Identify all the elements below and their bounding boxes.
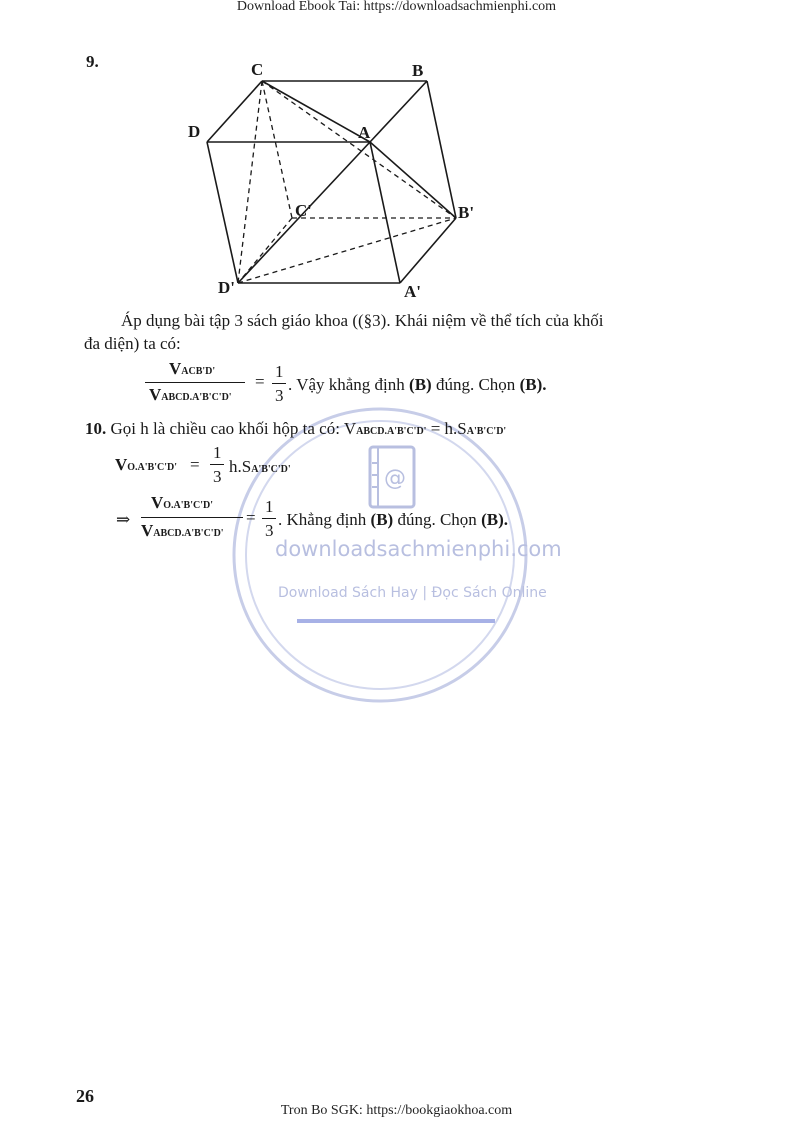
problem-10-conclusion: . Khẳng định (B) đúng. Chọn (B). bbox=[278, 510, 508, 529]
edge-CA bbox=[262, 81, 370, 142]
edge-ApBp bbox=[400, 218, 456, 283]
problem-9-line-1: Áp dụng bài tập 3 sách giáo khoa ((§3). Khái niệm về thể tích của khối bbox=[121, 311, 604, 330]
frac9-denominator: VABCD.A'B'C'D' bbox=[149, 385, 232, 404]
problem-10-volume-fraction bbox=[141, 493, 251, 545]
label-C: C bbox=[251, 60, 264, 79]
edge-DDp bbox=[207, 142, 238, 283]
frac9-numerator: VACB'D' bbox=[169, 359, 216, 378]
problem-9-volume-fraction bbox=[145, 359, 255, 409]
frac9-one-third: 1 3 bbox=[272, 362, 288, 408]
watermark-site: downloadsachmienphi.com bbox=[275, 537, 562, 561]
edge-CBp bbox=[262, 81, 456, 218]
problem-9-line-2: đa diện) ta có: bbox=[84, 334, 181, 353]
frac9-equals: = bbox=[255, 372, 265, 391]
edge-CDp bbox=[238, 81, 262, 283]
watermark-underline bbox=[297, 619, 495, 623]
frac10-one-third: 1 3 bbox=[262, 497, 278, 543]
svg-text:@: @ bbox=[384, 466, 406, 491]
frac10-denominator: VABCD.A'B'C'D' bbox=[141, 521, 224, 540]
edge-CCp bbox=[262, 81, 292, 218]
watermark-tagline: Download Sách Hay | Đọc Sách Online bbox=[278, 585, 547, 601]
label-A: A bbox=[358, 123, 371, 142]
watermark-book-icon bbox=[362, 443, 426, 511]
label-A-prime: A' bbox=[404, 282, 421, 301]
problem-9-number: 9. bbox=[86, 52, 99, 71]
parallelepiped-figure bbox=[180, 55, 490, 305]
edge-BBp bbox=[427, 81, 456, 218]
label-B-prime: B' bbox=[458, 203, 475, 222]
problem-10-line-1: 10. Gọi h là chiều cao khối hộp ta có: VABCD.A'B'C'D' = h.SA'B'C'D' bbox=[85, 419, 507, 438]
edge-DpBp bbox=[238, 218, 456, 283]
implies-symbol: ⇒ bbox=[116, 510, 131, 529]
problem-10-line-2-lhs: VO.A'B'C'D' bbox=[115, 455, 178, 474]
header-source-line: Download Ebook Tai: https://downloadsachmienphi.com bbox=[236, 0, 557, 14]
edge-BA bbox=[370, 81, 427, 142]
edge-AAp bbox=[370, 142, 400, 283]
problem-10-line-2-rhs: h.SA'B'C'D' bbox=[229, 457, 291, 476]
page-number: 26 bbox=[76, 1086, 94, 1106]
label-D: D bbox=[188, 122, 201, 141]
problem-10-line-2-equals: = bbox=[190, 455, 200, 474]
label-D-prime: D' bbox=[218, 278, 235, 297]
edge-CD bbox=[207, 81, 262, 142]
label-B: B bbox=[412, 61, 424, 80]
label-C-prime: C' bbox=[295, 201, 312, 220]
problem-9-conclusion: . Vậy khẳng định (B) đúng. Chọn (B). bbox=[288, 375, 547, 394]
frac10-equals: = bbox=[246, 508, 256, 527]
footer-source-line: Tron Bo SGK: https://bookgiaokhoa.com bbox=[280, 1103, 513, 1118]
frac10-numerator: VO.A'B'C'D' bbox=[151, 493, 214, 512]
problem-10-line-2-one-third: 1 3 bbox=[210, 443, 226, 489]
